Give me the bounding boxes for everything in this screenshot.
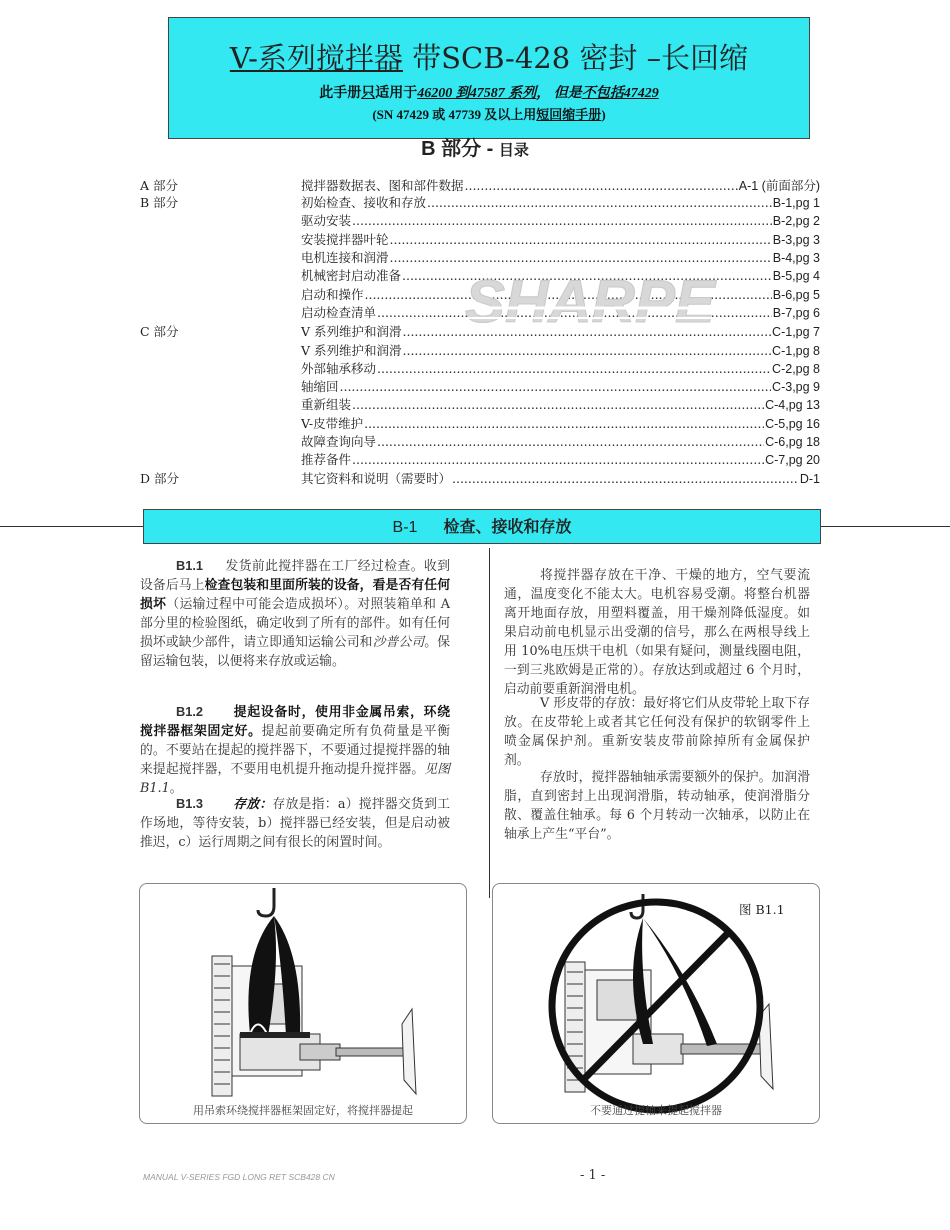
short-retraction-text: (SN 47429 或 47739 及以上用 bbox=[372, 107, 537, 122]
toc-part-label: A 部分 bbox=[140, 178, 179, 193]
toc-row bbox=[140, 471, 820, 487]
toc-row bbox=[140, 397, 820, 413]
toc-entry bbox=[301, 343, 820, 359]
paragraph-text: 。保留运输包装，以便将来存放或运输。 bbox=[140, 635, 450, 669]
toc-leader-dots bbox=[403, 343, 772, 359]
toc-row bbox=[140, 232, 820, 248]
applicability-only: 只 bbox=[361, 86, 376, 101]
figure-incorrect-lifting bbox=[492, 883, 820, 1124]
page-number: - 1 - bbox=[580, 1168, 606, 1183]
toc-part-label: C 部分 bbox=[140, 324, 179, 339]
paragraph-emphasis: 存放： bbox=[233, 797, 273, 812]
toc-entry-label: V-皮带维护 bbox=[301, 416, 364, 431]
toc-page-ref: C-4,pg 13 bbox=[765, 398, 820, 412]
toc-page-ref: C-2,pg 8 bbox=[772, 362, 820, 376]
toc-page-ref: C-5,pg 16 bbox=[765, 417, 820, 431]
toc-entry bbox=[301, 416, 820, 432]
toc-entry bbox=[301, 471, 820, 487]
toc-page-ref: A-1 (前面部分) bbox=[738, 179, 820, 193]
toc-leader-dots bbox=[352, 213, 772, 229]
toc-leader-dots bbox=[377, 361, 771, 377]
toc-page-ref: B-4,pg 3 bbox=[772, 251, 820, 265]
toc-row bbox=[140, 452, 820, 468]
toc-entry-label: V 系列维护和润滑 bbox=[301, 324, 402, 339]
toc-row bbox=[140, 213, 820, 229]
toc-entry-label: 外部轴承移动 bbox=[301, 361, 377, 376]
toc-leader-dots bbox=[340, 379, 772, 395]
toc-page-ref: B-6,pg 5 bbox=[772, 288, 820, 302]
toc-entry bbox=[301, 213, 820, 229]
toc-entry-label: 故障查询向导 bbox=[301, 434, 377, 449]
short-retraction-text: ) bbox=[601, 107, 606, 122]
toc-entry bbox=[301, 250, 820, 266]
applicability-text: ， 但是 bbox=[536, 86, 582, 101]
toc-entry-label: 重新组装 bbox=[301, 397, 352, 412]
short-retraction-link-text: 短回缩手册 bbox=[536, 107, 602, 122]
figure-reference: 见图 B1.1 bbox=[140, 762, 450, 796]
sharpe-watermark-logo bbox=[425, 270, 755, 340]
toc-page-ref: D-1 bbox=[799, 472, 820, 486]
paragraph-b1-1 bbox=[140, 556, 450, 671]
toc-leader-dots bbox=[427, 195, 772, 211]
toc-page-ref: B-5,pg 4 bbox=[772, 269, 820, 283]
section-banner bbox=[143, 509, 821, 544]
toc-entry bbox=[301, 178, 820, 194]
applicability-text: 适用于 bbox=[375, 86, 418, 101]
column-divider bbox=[489, 548, 490, 898]
toc-row bbox=[140, 178, 820, 194]
storage-paragraph: 将搅拌器存放在干净、干燥的地方，空气要流通，温度变化不能太大。电机容易受潮。将整台机器离开地面存放，用塑料覆盖，用干燥剂降低湿度。如果启动前电机显示出受潮的信号，那么在两根导线上用 10%电压烘干电机（如果有疑问，测量线圈电阻，一到三兆欧姆是正常的）。存放达到或超过 6 个月时，启动前要重新润滑电机。 bbox=[504, 568, 810, 697]
paragraph-text: （运输过程中可能会造成损坏）。对照装箱单和 A 部分里的检验图纸，确定收到了所有的部件。如有任何损坏或缺少部件，请立即通知运输公司和 bbox=[140, 597, 450, 650]
banner-title: 检查、接收和存放 bbox=[443, 517, 572, 536]
paragraph-number: B1.2 bbox=[176, 704, 204, 719]
toc-row bbox=[140, 195, 820, 211]
toc-leader-dots bbox=[364, 416, 764, 432]
toc-entry-label: 初始检查、接收和存放 bbox=[301, 195, 427, 210]
toc-entry bbox=[301, 434, 820, 450]
toc-page-ref: C-1,pg 7 bbox=[772, 325, 820, 339]
footer-doc-id: MANUAL V-SERIES FGD LONG RET SCB428 CN bbox=[143, 1172, 335, 1182]
paragraph-number: B1.1 bbox=[176, 558, 204, 573]
toc-entry-label: 启动和操作 bbox=[301, 287, 364, 302]
manual-title-rest: 带SCB-428 密封 –长回缩 bbox=[402, 41, 749, 75]
mixer-lifted-by-frame-illustration bbox=[140, 884, 466, 1123]
paragraph-number: B1.3 bbox=[176, 796, 204, 811]
toc-entry-label: 搅拌器数据表、图和部件数据 bbox=[301, 178, 464, 193]
applicability-text: 此手册 bbox=[319, 86, 362, 101]
toc-page-ref: C-1,pg 8 bbox=[772, 344, 820, 358]
applicability-exclusion: 不包括47429 bbox=[581, 86, 659, 101]
toc-page-ref: C-3,pg 9 bbox=[772, 380, 820, 394]
toc-entry-label: V 系列维护和润滑 bbox=[301, 343, 402, 358]
paragraph-b1-2 bbox=[140, 702, 450, 798]
paragraph-emphasis: 提起设备时，使用非金属吊索，环绕搅拌器框架固定好。 bbox=[140, 705, 450, 739]
toc-page-ref: C-6,pg 18 bbox=[765, 435, 820, 449]
toc-entry-label: 轴缩回 bbox=[301, 379, 339, 394]
section-title bbox=[0, 132, 950, 161]
toc-leader-dots bbox=[465, 178, 738, 194]
title-box bbox=[168, 17, 810, 139]
paragraph-emphasis: 检查包装和里面所装的设备，看是否有任何损坏 bbox=[140, 578, 450, 612]
toc-page-ref: B-3,pg 3 bbox=[772, 233, 820, 247]
toc-page-ref: B-1,pg 1 bbox=[772, 196, 820, 210]
toc-row bbox=[140, 343, 820, 359]
toc-entry bbox=[301, 195, 820, 211]
manual-title bbox=[169, 40, 809, 76]
toc-row bbox=[140, 379, 820, 395]
paragraph-text: 存放是指：a）搅拌器交货到工作场地，等待安装，b）搅拌器已经安装，但是启动被推迟，c）运行周期之间有很长的闲置时间。 bbox=[140, 797, 450, 850]
figure-caption-left: 用吊索环绕搅拌器框架固定好，将搅拌器提起 bbox=[193, 1104, 413, 1117]
toc-leader-dots bbox=[390, 232, 772, 248]
paragraph-text: 提起前要确定所有负荷量是平衡的。不要站在提起的搅拌器下，不要通过提搅拌器的轴来提起搅拌器，不要用电机提升拖动提升搅拌器。 bbox=[140, 724, 451, 777]
toc-page-ref: B-7,pg 6 bbox=[772, 306, 820, 320]
toc-entry-label: 驱动安装 bbox=[301, 213, 352, 228]
toc-leader-dots bbox=[390, 250, 772, 266]
applicability-note bbox=[169, 82, 809, 102]
paragraph-text: 。 bbox=[169, 781, 183, 796]
section-title-sub: 目录 bbox=[498, 142, 529, 159]
figure-caption-right: 不要通过提轴来提起搅拌器 bbox=[590, 1104, 722, 1117]
toc-page-ref: C-7,pg 20 bbox=[765, 453, 820, 467]
toc-entry-label: 其它资料和说明（需要时） bbox=[301, 471, 452, 486]
banner-code: B-1 bbox=[392, 519, 418, 536]
toc-leader-dots bbox=[352, 452, 764, 468]
figure-correct-lifting bbox=[139, 883, 467, 1124]
company-name: 沙普公司 bbox=[372, 635, 425, 650]
figure-label-text: 图 B1.1 bbox=[739, 902, 785, 917]
toc-entry-label: 电机连接和润滑 bbox=[301, 250, 389, 265]
toc-entry bbox=[301, 379, 820, 395]
toc-entry bbox=[301, 361, 820, 377]
toc-leader-dots bbox=[352, 397, 764, 413]
toc-entry-label: 机械密封启动准备 bbox=[301, 268, 402, 283]
toc-row bbox=[140, 416, 820, 432]
toc-part-label: B 部分 bbox=[140, 195, 179, 210]
vbelt-storage-paragraph: V 形皮带的存放：最好将它们从皮带轮上取下存放。在皮带轮上或者其它任何没有保护的软钢零件上喷金属保护剂。重新安装皮带前除掉所有金属保护剂。 bbox=[504, 696, 810, 768]
paragraph-b1-3 bbox=[140, 794, 450, 852]
toc-page-ref: B-2,pg 2 bbox=[772, 214, 820, 228]
toc-entry-label: 启动检查清单 bbox=[301, 305, 377, 320]
toc-entry-label: 推荐备件 bbox=[301, 452, 352, 467]
toc-row bbox=[140, 434, 820, 450]
short-retraction-note bbox=[169, 104, 809, 123]
watermark-text: SHARPE bbox=[464, 270, 716, 335]
bearing-storage-paragraph: 存放时，搅拌器轴轴承需要额外的保护。加润滑脂，直到密封上出现润滑脂，转动轴承，使润滑脂分散、覆盖住轴承。每 6 个月转动一次轴承，以防止在轴承上产生“平台”。 bbox=[504, 770, 810, 842]
toc-row bbox=[140, 361, 820, 377]
toc-entry bbox=[301, 232, 820, 248]
toc-leader-dots bbox=[377, 434, 764, 450]
manual-title-main: V-系列搅拌器 bbox=[229, 41, 403, 75]
toc-entry bbox=[301, 397, 820, 413]
applicability-series: 46200 到47587 系列 bbox=[417, 86, 537, 101]
paragraph-text: 发货前此搅拌器在工厂经过检查。收到设备后马上 bbox=[140, 559, 450, 593]
toc-entry-label: 安装搅拌器叶轮 bbox=[301, 232, 389, 247]
toc-row bbox=[140, 250, 820, 266]
toc-part-label: D 部分 bbox=[140, 471, 179, 486]
section-title-main: B 部分 - bbox=[421, 138, 499, 160]
toc-entry bbox=[301, 452, 820, 468]
toc-leader-dots bbox=[452, 471, 799, 487]
prohibited-shaft-lifting-illustration bbox=[493, 884, 819, 1123]
